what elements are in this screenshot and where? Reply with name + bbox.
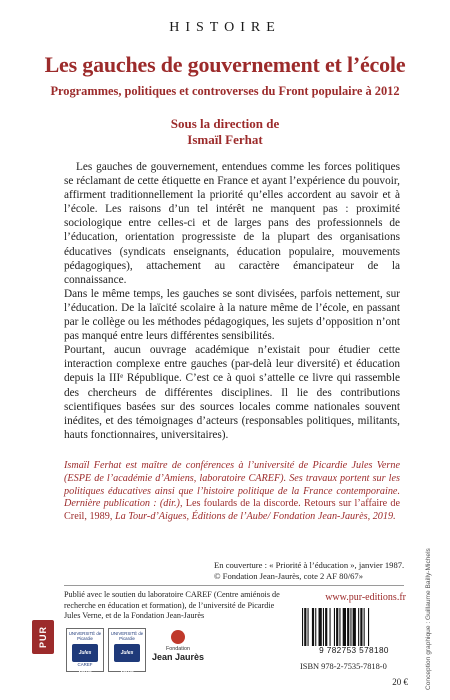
barcode-bar — [315, 608, 316, 646]
barcode-bar — [347, 608, 349, 646]
blurb — [64, 160, 400, 442]
design-credit: Conception graphique : Guillaume Bailly-Michels — [425, 548, 432, 690]
barcode-bar — [312, 608, 314, 646]
price: 20 € — [392, 677, 408, 687]
author-bio-part1: Ismaïl Ferhat est maître de conférences à l’université de Picardie Jules Verne (ESPE de l’académie d’Amiens, laboratoire CAREF). Ses travaux portent sur les politiques éducatives ainsi que l’histoire politique de la France contemporaine. Dernière publication : (dir.), — [64, 460, 400, 510]
barcode-bar — [350, 608, 351, 646]
series-label: HISTOIRE — [169, 20, 281, 35]
jj-logo-small: Fondation — [166, 646, 190, 652]
editor-credit-line1: Sous la direction de — [170, 116, 280, 131]
book-subtitle: Programmes, politiques et controverses du Front populaire à 2012 — [50, 84, 400, 98]
univ2-top-text: UNIVERSITÉ de Picardie — [110, 631, 144, 641]
jj-logo-big: Jean Jaurès — [151, 652, 205, 662]
author-bio-part2: Les foulards de la discorde. Retours sur l’affaire de Creil, 1989, — [64, 498, 400, 523]
barcode — [300, 608, 408, 646]
isbn: ISBN 978-2-7535-7818-0 — [300, 662, 387, 671]
fondation-jean-jaures-logo — [150, 630, 206, 670]
cover-credit — [214, 560, 414, 582]
blurb-paragraph-1: Les gauches de gouvernement, entendues comme les forces politiques se réclamant de cette étiquette en France et ayant l’expérience du pouvoir, affirment traditionnellement la priorité qu’elles accordent au savoir et à l’école. Les raisons d’un tel intérêt ne manquent pas : proximité sociologique entre celles-ci et de larges pans des professionnels de l’éducation, orientation progressiste de la plupart des organisations éducatives (syndicats enseignants, éducation populaire, mouvements pédagogiques), attachement au caractère émancipateur de la connaissance. — [64, 161, 400, 286]
barcode-bar — [343, 608, 346, 646]
barcode-bar — [336, 608, 338, 646]
barcode-bar — [323, 608, 324, 646]
rose-icon — [171, 630, 185, 644]
cover-credit-line2: © Fondation Jean-Jaurès, cote 2 AF 80/67» — [214, 571, 364, 581]
pur-logo: PUR — [32, 620, 54, 654]
publisher-website[interactable]: www.pur-editions.fr — [325, 592, 406, 603]
barcode-bar — [360, 608, 362, 646]
barcode-bar — [364, 608, 365, 646]
barcode-bar — [330, 608, 331, 646]
blurb-paragraph-2: Dans le même temps, les gauches se sont divisées, parfois nettement, sur l’éducation. De la laïcité scolaire à la nature même de l’école, en passant par le collège ou les méthodes pédagogiques, les sujets d’opposition n’ont pas manqué entre leurs différentes sensibilités. — [64, 287, 400, 343]
book-title: Les gauches de gouvernement et l’école — [44, 52, 406, 77]
barcode-number: 9 782753 578180 — [319, 646, 389, 655]
barcode-bar — [339, 608, 340, 646]
barcode-bar — [319, 608, 322, 646]
barcode-bar — [334, 608, 335, 646]
barcode-bar — [368, 608, 369, 646]
blurb-paragraph-3: Pourtant, aucun ouvrage académique n’existait pour étudier cette interaction complexe entre gauches (par-delà leur diversité) et éducation depuis la IIIᵉ République. C’est ce à quoi s’attelle ce livre qui rassemble des chercheurs de différentes disciplines. Il lie des contributions scientifiques basées sur des sources locales comme nationales souvent inédites, et des témoignages d’acteurs (responsables politiques, militants, hauts fonctionnaires, universitaires). — [64, 344, 400, 441]
editor-name: Ismaïl Ferhat — [187, 132, 263, 147]
cover-credit-line1: En couverture : « Priorité à l’éducation », janvier 1987. — [214, 560, 405, 570]
barcode-bar — [325, 608, 327, 646]
barcode-bar — [304, 608, 306, 646]
divider — [64, 585, 404, 586]
author-bio-part3: La Tour-d’Aigues, Éditions de l’Aube/ Fondation Jean-Jaurès, 2019. — [114, 511, 396, 523]
barcode-bar — [353, 608, 356, 646]
editor-credit — [0, 116, 450, 148]
support-text: Publié avec le soutien du laboratoire CAREF (Centre amiénois de recherche en éducation et formation), de l’université de Picardie Jules Verne, et de la Fondation Jean-Jaurès — [64, 590, 280, 621]
university-caref-logo — [66, 628, 104, 672]
univ1-mark: Jules Verne — [72, 644, 98, 662]
author-bio — [64, 460, 400, 524]
univ2-mark: Jules Verne — [114, 644, 140, 662]
barcode-bar — [308, 608, 309, 646]
university-logo — [108, 628, 146, 672]
barcode-bar — [358, 608, 359, 646]
univ1-bottom-text: CAREF — [77, 662, 93, 667]
univ1-top-text: UNIVERSITÉ de Picardie — [68, 631, 102, 641]
barcode-bar — [302, 608, 303, 646]
